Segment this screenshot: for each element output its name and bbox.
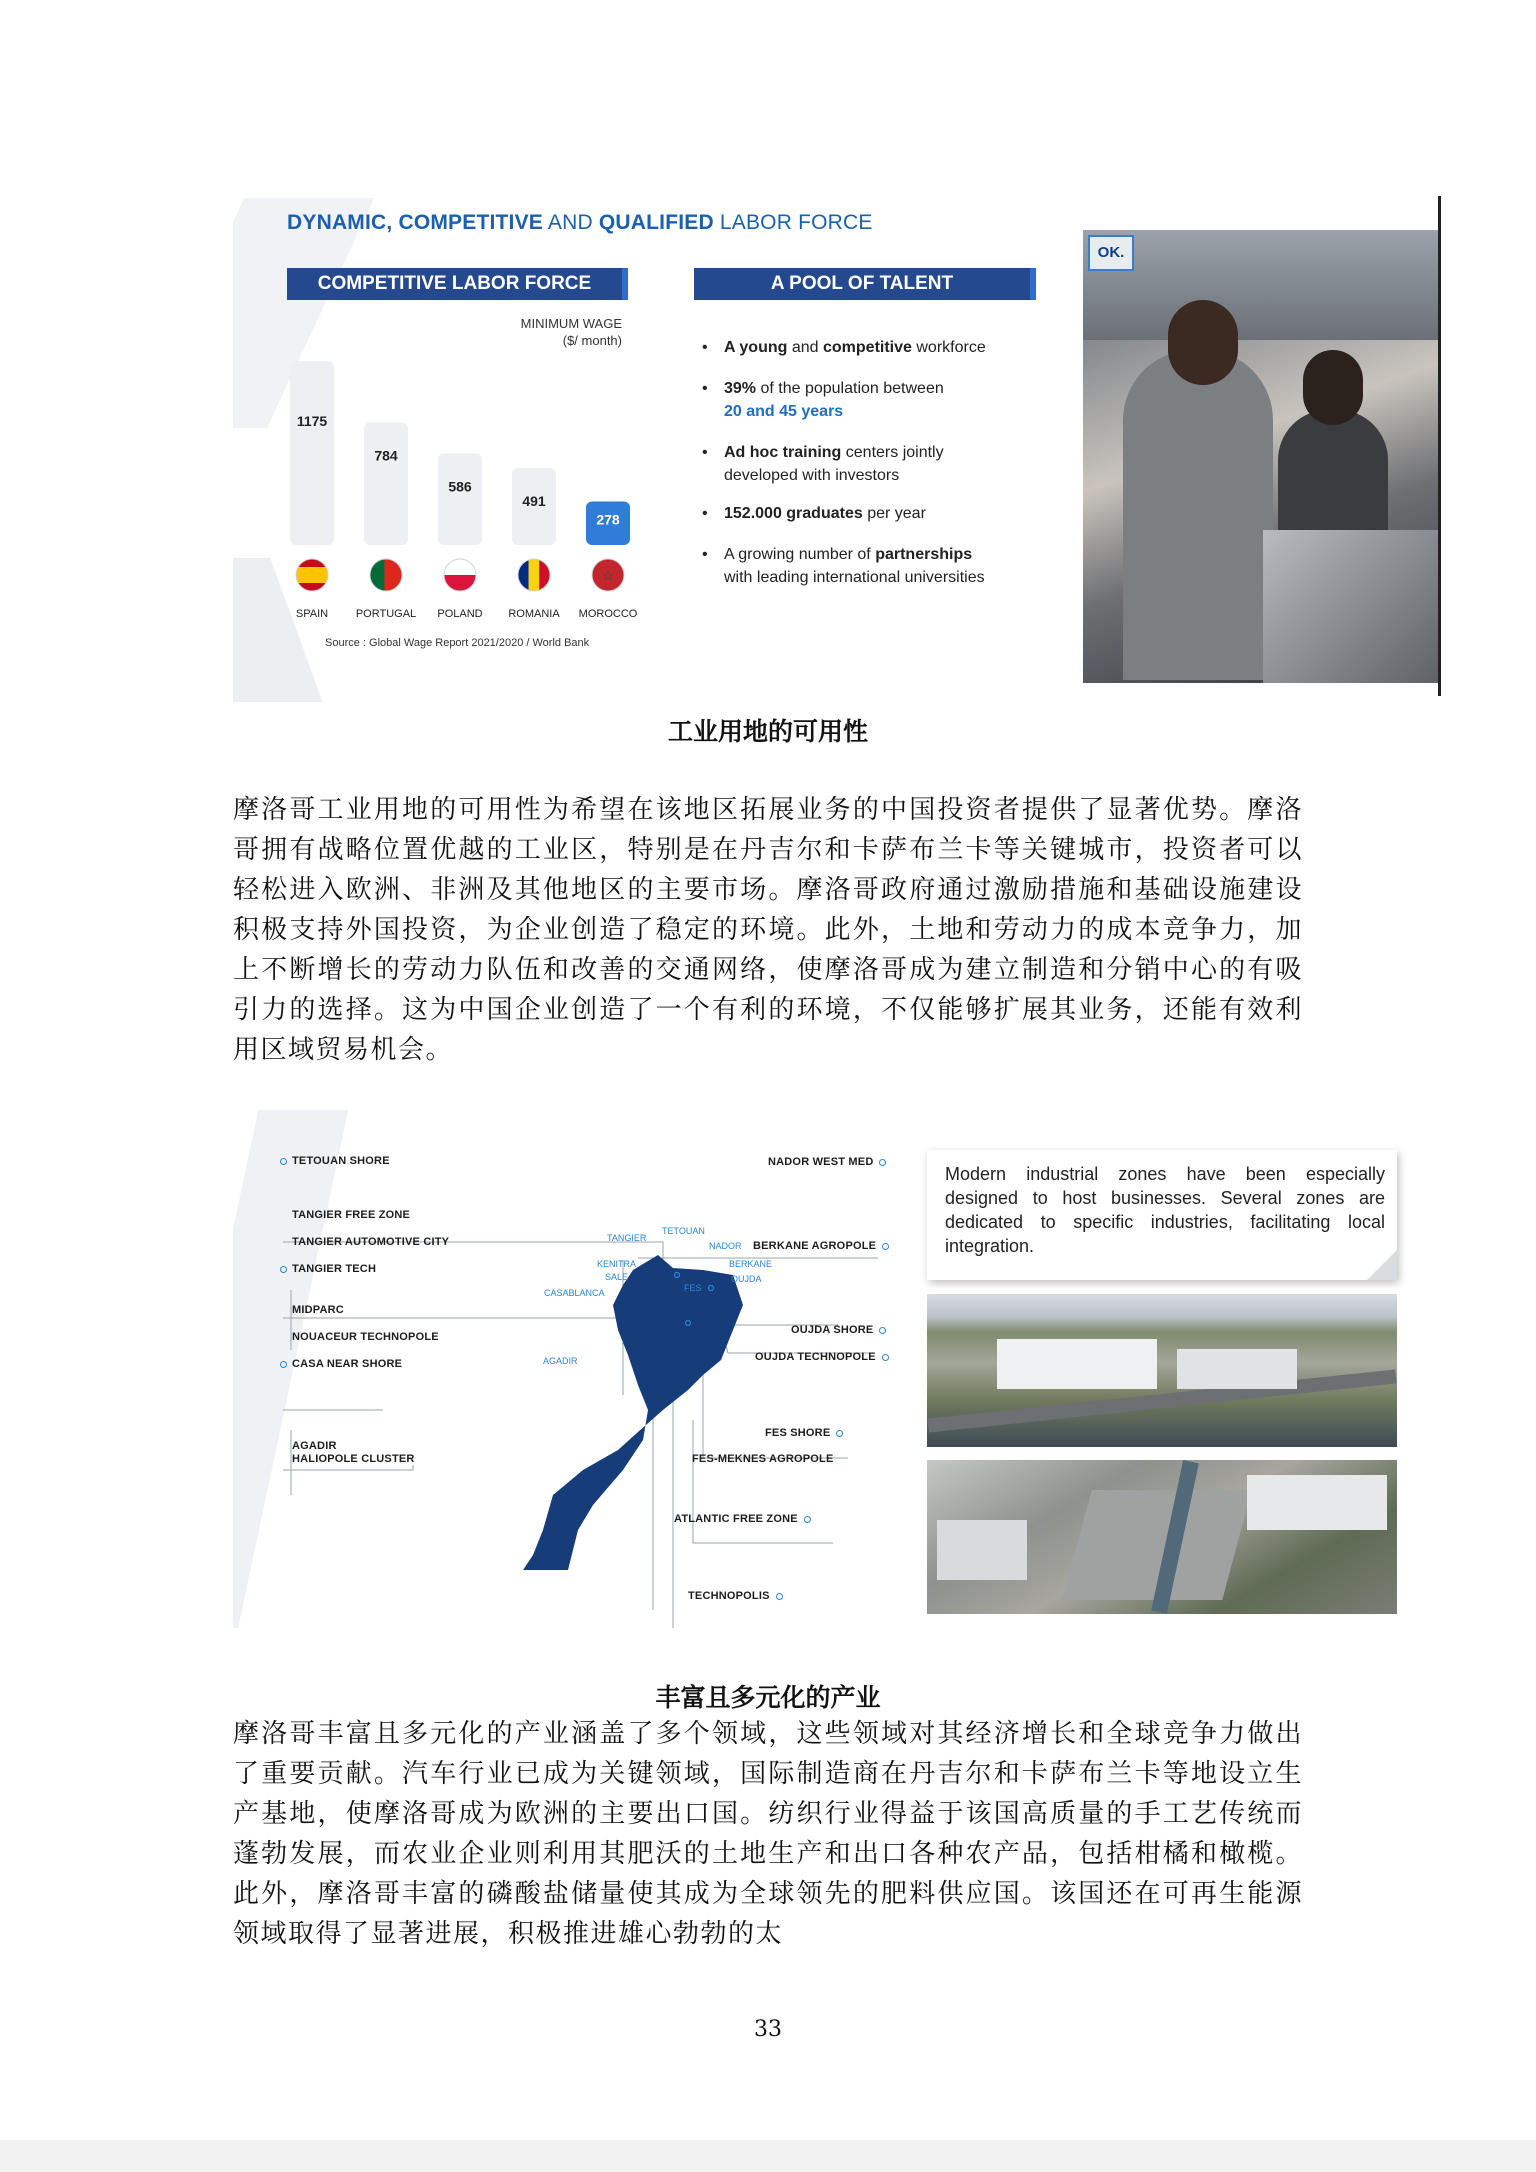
photo-worker xyxy=(1123,350,1273,680)
section-paragraph-land: 摩洛哥工业用地的可用性为希望在该地区拓展业务的中国投资者提供了显著优势。摩洛哥拥有战略位置优越的工业区，特别是在丹吉尔和卡萨布兰卡等关键城市，投资者可以轻松进入欧洲、非洲及其他地区的主要市场。摩洛哥政府通过激励措施和基础设施建设积极支持外国投资，为企业创造了稳定的环境。此外，土地和劳动力的成本竞争力，加上不断增长的劳动力队伍和改善的交通网络，使摩洛哥成为建立制造和分销中心的有吸引力的选择。这为中国企业创造了一个有利的环境，不仅能够扩展其业务，还能有效利用区域贸易机会。 xyxy=(233,795,1303,1065)
talent-text: centers jointly xyxy=(841,444,944,461)
connector-line xyxy=(283,1465,413,1470)
wage-unit-line: ($/ month) xyxy=(562,333,622,348)
industrial-zone-aerial-photo xyxy=(927,1460,1397,1614)
zone-label: FES-MEKNES AGROPOLE xyxy=(692,1453,834,1465)
zone-label: HALIOPOLE CLUSTER xyxy=(292,1453,415,1465)
talent-text: of the population between xyxy=(756,380,944,397)
wage-heading-line: MINIMUM WAGE xyxy=(520,316,622,331)
city-label: NADOR xyxy=(709,1241,742,1251)
zone-label: TANGIER FREE ZONE xyxy=(292,1209,411,1221)
talent-bold: partnerships xyxy=(875,546,973,563)
zone-label: NADOR WEST MED xyxy=(768,1156,874,1168)
flag-icon xyxy=(296,559,328,591)
city-label: CASABLANCA xyxy=(544,1288,605,1298)
talent-item xyxy=(702,336,1054,359)
wage-value-label: 784 xyxy=(374,447,398,464)
factory-workers-photo xyxy=(1083,230,1440,683)
flag-icon xyxy=(370,559,402,591)
country-label: ROMANIA xyxy=(508,608,560,620)
section-heading-land: 工业用地的可用性 xyxy=(667,717,868,746)
wage-bar xyxy=(290,361,334,545)
photo-machine xyxy=(1263,530,1440,683)
zone-label: FES SHORE xyxy=(765,1427,831,1439)
talent-item xyxy=(702,441,1054,487)
country-label: SPAIN xyxy=(295,608,329,620)
photo-building xyxy=(1177,1349,1297,1389)
city-label: SALE xyxy=(605,1272,629,1282)
page-number: 33 xyxy=(754,2017,782,2042)
flag-icon xyxy=(444,559,476,591)
wage-value-label: 1175 xyxy=(296,413,328,430)
competitive-labor-banner: COMPETITIVE LABOR FORCE xyxy=(287,268,622,300)
zone-label: OUJDA TECHNOPOLE xyxy=(755,1351,876,1363)
talent-text: and xyxy=(787,339,823,356)
talent-bold: Ad hoc training xyxy=(724,444,842,461)
wage-value-label: 278 xyxy=(596,511,620,528)
country-label: MOROCCO xyxy=(578,608,638,620)
zones-note-text: Modern industrial zones have been especially designed to host businesses. Several zones are dedicated to specific industries, facilitating local integration. xyxy=(945,1164,1385,1256)
talent-text: developed with investors xyxy=(724,467,900,484)
title-part: DYNAMIC, COMPETITIVE xyxy=(287,211,544,234)
zone-label: OUJDA SHORE xyxy=(791,1324,874,1336)
title-part: LABOR FORCE xyxy=(713,211,873,234)
chart-source: Source : Global Wage Report 2021/2020 / World Bank xyxy=(325,637,590,649)
title-part: QUALIFIED xyxy=(598,211,714,234)
city-label: BERKANE xyxy=(729,1259,773,1269)
city-label: TANGIER xyxy=(607,1233,647,1243)
wage-bar xyxy=(438,453,482,545)
zone-label: TECHNOPOLIS xyxy=(688,1590,770,1602)
photo-edge-line xyxy=(1438,196,1441,696)
photo-warehouse xyxy=(1247,1475,1387,1530)
photo-warehouse xyxy=(937,1520,1027,1580)
city-label: OUJDA xyxy=(731,1274,762,1284)
zone-label: TETOUAN SHORE xyxy=(292,1155,390,1167)
minimum-wage-bar-chart xyxy=(282,330,662,630)
ok-sign: OK. xyxy=(1088,235,1134,271)
flag-icon xyxy=(592,559,624,591)
svg-text:☆: ☆ xyxy=(602,569,614,584)
talent-text: per year xyxy=(862,505,926,522)
wage-value-label: 586 xyxy=(448,478,472,495)
zone-label: AGADIR xyxy=(292,1440,337,1452)
infographic-title xyxy=(287,211,873,235)
zone-label: TANGIER TECH xyxy=(292,1263,377,1275)
talent-bold: 39% xyxy=(724,380,757,397)
photo-building xyxy=(997,1339,1157,1389)
talent-text: A growing number of xyxy=(724,546,876,563)
wage-value-label: 491 xyxy=(522,493,546,510)
talent-bold: competitive xyxy=(823,339,912,356)
talent-text: workforce xyxy=(911,339,986,356)
talent-item xyxy=(702,502,1054,525)
industrial-zone-aerial-photo xyxy=(927,1294,1397,1447)
section-heading-industry: 丰富且多元化的产业 xyxy=(655,1683,881,1712)
zone-label: MIDPARC xyxy=(292,1304,344,1316)
page-bottom-band xyxy=(0,2140,1536,2172)
connector-line xyxy=(703,1360,848,1458)
city-label: KENITRA xyxy=(597,1259,637,1269)
country-label: POLAND xyxy=(437,608,483,620)
zone-label: CASA NEAR SHORE xyxy=(292,1358,403,1370)
zone-label: TANGIER AUTOMOTIVE CITY xyxy=(292,1236,450,1248)
zone-label: ATLANTIC FREE ZONE xyxy=(674,1513,798,1525)
zone-label: NOUACEUR TECHNOPOLE xyxy=(292,1331,439,1343)
talent-item xyxy=(702,377,1054,423)
flag-icon xyxy=(518,559,550,591)
country-label: PORTUGAL xyxy=(355,608,417,620)
city-label: FES xyxy=(684,1283,702,1293)
wage-bar xyxy=(364,422,408,545)
zones-note-card xyxy=(927,1150,1397,1280)
city-label: AGADIR xyxy=(543,1356,578,1366)
pool-of-talent-banner: A POOL OF TALENT xyxy=(694,268,1030,300)
talent-bold: A young xyxy=(724,339,788,356)
title-part: AND xyxy=(543,211,599,234)
talent-highlight: 20 and 45 years xyxy=(724,403,844,420)
city-label: TETOUAN xyxy=(662,1226,705,1236)
photo-worker-head xyxy=(1303,350,1363,425)
talent-text: with leading international universities xyxy=(724,569,985,586)
zone-label: BERKANE AGROPOLE xyxy=(753,1240,877,1252)
talent-item xyxy=(702,543,1054,589)
photo-worker-head xyxy=(1168,300,1238,385)
section-paragraph-industry: 摩洛哥丰富且多元化的产业涵盖了多个领域，这些领域对其经济增长和全球竞争力做出了重要贡献。汽车行业已成为关键领域，国际制造商在丹吉尔和卡萨布兰卡等地设立生产基地，使摩洛哥成为欧洲的主要出口国。纺织行业得益于该国高质量的手工艺传统而蓬勃发展，而农业企业则利用其肥沃的土地生产和出口各种农产品，包括柑橘和橄榄。此外，摩洛哥丰富的磷酸盐储量使其成为全球领先的肥料供应国。该国还在可再生能源领域取得了显著进展，积极推进雄心勃勃的太 xyxy=(233,1719,1303,1949)
talent-bold: 152.000 graduates xyxy=(724,505,863,522)
photo-shelf xyxy=(1083,230,1440,340)
